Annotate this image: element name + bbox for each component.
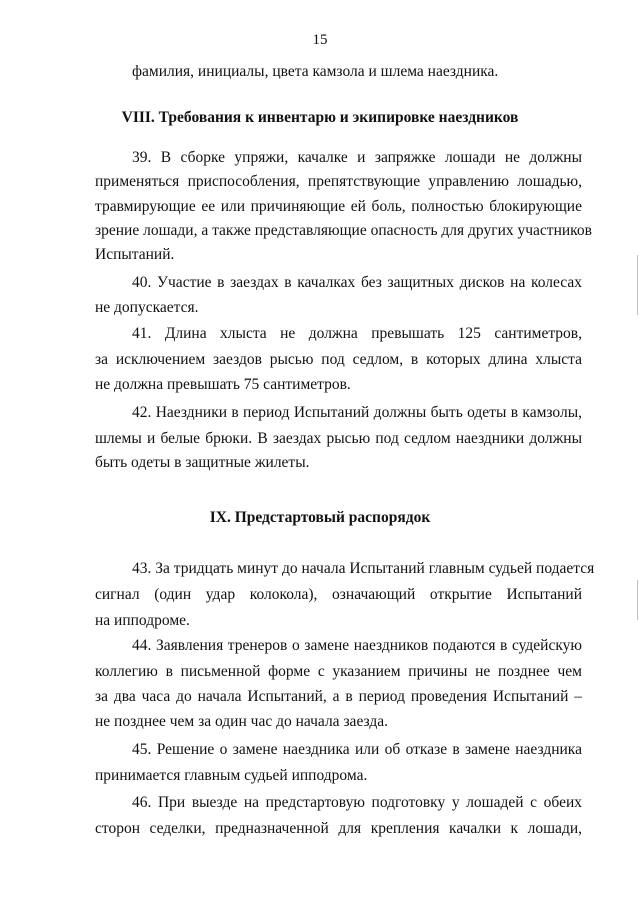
text-line: не должна превышать 75 сантиметров. (95, 376, 351, 393)
text-line: 41. Длина хлыста не должна превышать 125 сантиметров, (132, 325, 582, 342)
text-line: не допускается. (95, 299, 199, 316)
text-line: зрение лошади, а также представляющие опасность для других участников (95, 222, 592, 239)
scan-edge-mark (637, 255, 638, 315)
text-line: шлемы и белые брюки. В заездах рысью под седлом наездники должны (95, 430, 582, 447)
text-line: травмирующие ее или причиняющие ей боль, полностью блокирующие (95, 198, 582, 215)
text-line: 43. За тридцать минут до начала Испытаний главным судьей подается (132, 560, 595, 577)
text-line: 39. В сборке упряжи, качалке и запряжке лошади не должны (132, 149, 582, 166)
text-line: Испытаний. (95, 246, 175, 263)
text-line: 46. При выезде на предстартовую подготовку у лошадей с обеих (132, 794, 582, 811)
text-line: 40. Участие в заездах в качалках без защитных дисков на колесах (132, 274, 582, 291)
text-line: не позднее чем за один час до начала заезда. (95, 713, 388, 730)
section-heading-viii: VIII. Требования к инвентарю и экипировке наездников (121, 109, 519, 126)
text-line: за исключением заездов рысью под седлом, в которых длина хлыста (95, 351, 582, 368)
text-line: за два часа до начала Испытаний, а в период проведения Испытаний – (95, 688, 582, 705)
scan-edge-mark (637, 580, 638, 620)
text-line: принимается главным судьей ипподрома. (95, 767, 368, 784)
text-line: сигнал (один удар колокола), означающий открытие Испытаний (95, 586, 582, 603)
text-line: 45. Решение о замене наездника или об отказе в замене наездника (132, 741, 582, 758)
text-line: коллегию в письменной форме с указанием причины не позднее чем (95, 663, 582, 680)
text-line: быть одеты в защитные жилеты. (95, 454, 310, 471)
text-line: на ипподроме. (95, 612, 190, 629)
text-line: применяться приспособления, препятствующие управлению лошадью, (95, 173, 582, 190)
text-line: 42. Наездники в период Испытаний должны быть одеты в камзолы, (132, 404, 582, 421)
page-number: 15 (312, 32, 328, 48)
text-line: фамилия, инициалы, цвета камзола и шлема наездника. (132, 63, 499, 80)
text-line: 44. Заявления тренеров о замене наездников подаются в судейскую (132, 637, 582, 654)
text-line: сторон седелки, предназначенной для крепления качалки к лошади, (95, 820, 582, 837)
section-heading-ix: IX. Предстартовый распорядок (209, 509, 431, 526)
